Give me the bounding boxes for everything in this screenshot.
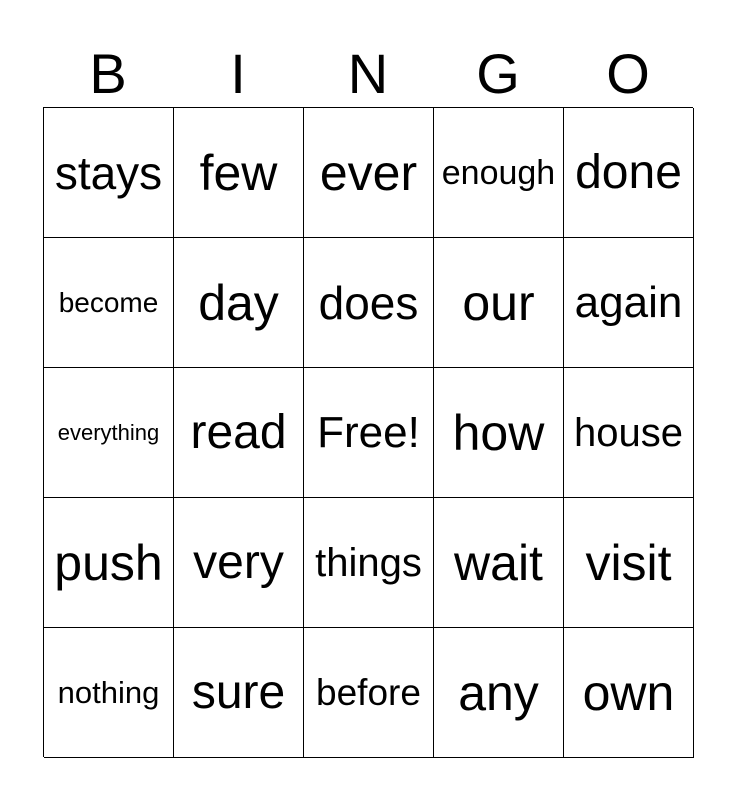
bingo-cell[interactable]: wait xyxy=(434,498,564,628)
bingo-cell[interactable]: become xyxy=(44,238,174,368)
bingo-cell[interactable]: done xyxy=(564,108,694,238)
bingo-cell[interactable]: does xyxy=(304,238,434,368)
bingo-cell[interactable]: things xyxy=(304,498,434,628)
bingo-cell free-space[interactable]: Free! xyxy=(304,368,434,498)
bingo-cell[interactable]: push xyxy=(44,498,174,628)
bingo-header xyxy=(43,40,693,108)
bingo-cell[interactable]: ever xyxy=(304,108,434,238)
bingo-cell[interactable]: visit xyxy=(564,498,694,628)
bingo-cell[interactable]: stays xyxy=(44,108,174,238)
bingo-cell[interactable]: before xyxy=(304,628,434,758)
bingo-cell[interactable]: sure xyxy=(174,628,304,758)
bingo-cell[interactable]: very xyxy=(174,498,304,628)
header-letter-n: N xyxy=(347,42,389,105)
bingo-cell[interactable]: everything xyxy=(44,368,174,498)
bingo-cell[interactable]: how xyxy=(434,368,564,498)
bingo-board xyxy=(43,107,693,757)
bingo-cell[interactable]: day xyxy=(174,238,304,368)
bingo-cell[interactable]: our xyxy=(434,238,564,368)
bingo-cell[interactable]: any xyxy=(434,628,564,758)
bingo-cell[interactable]: house xyxy=(564,368,694,498)
bingo-cell[interactable]: read xyxy=(174,368,304,498)
bingo-cell[interactable]: again xyxy=(564,238,694,368)
bingo-cell[interactable]: enough xyxy=(434,108,564,238)
bingo-cell[interactable]: own xyxy=(564,628,694,758)
header-letter-b: B xyxy=(89,42,127,105)
header-letter-i: I xyxy=(230,42,246,105)
header-letter-g: G xyxy=(476,42,520,105)
bingo-cell[interactable]: few xyxy=(174,108,304,238)
bingo-cell[interactable]: nothing xyxy=(44,628,174,758)
header-letter-o: O xyxy=(606,42,650,105)
